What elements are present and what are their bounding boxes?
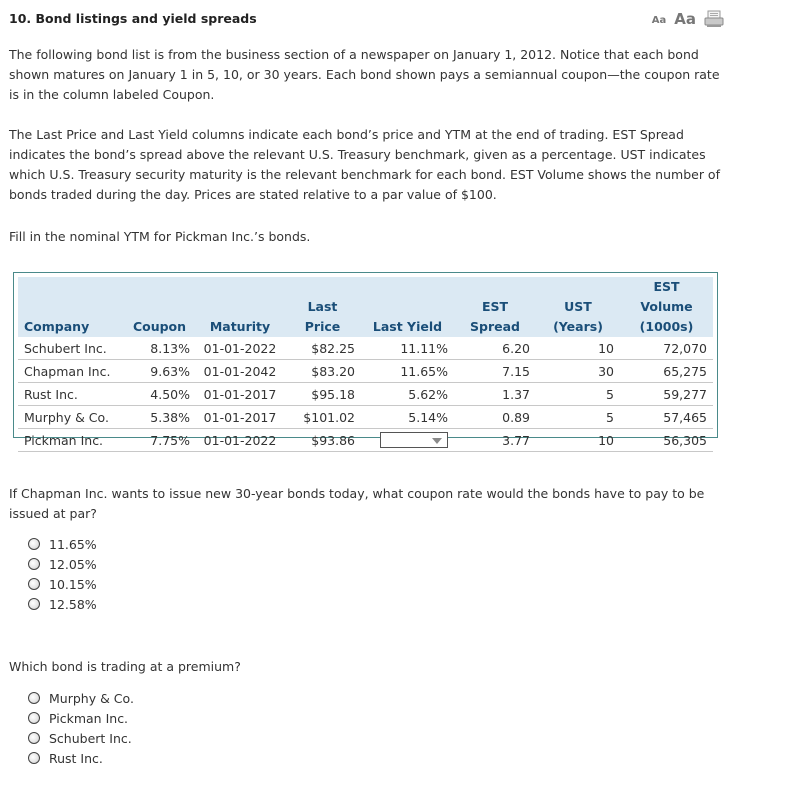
cell-est-spread: 3.77 [454, 429, 536, 452]
radio-button[interactable] [28, 732, 40, 744]
table-row-schubert [18, 337, 713, 360]
radio-label: 12.05% [49, 556, 97, 572]
cell-company: Pickman Inc. [18, 429, 123, 452]
cell-last-price: $93.86 [284, 429, 361, 452]
cell-maturity: 01-01-2042 [196, 360, 284, 383]
radio-button[interactable] [28, 752, 40, 764]
cell-coupon: 5.38% [123, 406, 196, 429]
table-row-rust [18, 383, 713, 406]
columns-paragraph: The Last Price and Last Yield columns indicate each bond’s price and YTM at the end of trading. EST Spread indicates the bond’s spread above the relevant U.S. Treasury benchmark, given as a percentage. UST indicates which U.S. Treasury security maturity is the relevant benchmark for each bond. EST Volume shows the number of bonds traded during the day. Prices are stated relative to a par value of $100. [9, 127, 720, 202]
radio-option[interactable] [28, 594, 97, 614]
col-header-est-volume-line2: (1000s) [639, 319, 694, 334]
cell-last-price: $95.18 [284, 383, 361, 406]
radio-option[interactable] [28, 554, 97, 574]
cell-company: Rust Inc. [18, 383, 123, 406]
par-coupon-options [28, 534, 97, 614]
toolbar [652, 10, 724, 28]
cell-last-price: $101.02 [284, 406, 361, 429]
cell-last-yield: 5.62% [361, 383, 454, 406]
cell-est-spread: 0.89 [454, 406, 536, 429]
table-row-murphy [18, 406, 713, 429]
radio-option[interactable] [28, 708, 134, 728]
question-par-coupon: If Chapman Inc. wants to issue new 30-year bonds today, what coupon rate would the bonds have to pay to be issued at par? [9, 486, 705, 521]
radio-label: Murphy & Co. [49, 690, 134, 706]
col-header-last-price-line2: Price [304, 319, 341, 334]
radio-label: 10.15% [49, 576, 97, 592]
cell-company: Chapman Inc. [18, 360, 123, 383]
decrease-font-button[interactable]: Aa [651, 15, 667, 26]
bond-table-frame [13, 272, 718, 448]
cell-est-volume: 65,275 [620, 360, 713, 383]
col-header-last-price [284, 277, 361, 337]
col-header-est-spread-line1: EST [481, 299, 509, 314]
col-header-ust-line1: UST [564, 299, 592, 314]
cell-est-volume: 56,305 [620, 429, 713, 452]
print-icon[interactable] [704, 10, 724, 28]
cell-est-volume: 59,277 [620, 383, 713, 406]
radio-label: 12.58% [49, 596, 97, 612]
cell-est-spread: 1.37 [454, 383, 536, 406]
cell-company: Murphy & Co. [18, 406, 123, 429]
cell-maturity: 01-01-2017 [196, 383, 284, 406]
radio-button[interactable] [28, 692, 40, 704]
question-premium-bond: Which bond is trading at a premium? [9, 659, 241, 674]
table-row-pickman [18, 429, 713, 452]
last-yield-dropdown[interactable] [380, 432, 448, 448]
radio-label: Rust Inc. [49, 750, 103, 766]
increase-font-button[interactable]: Aa [674, 10, 696, 28]
cell-last-price: $82.25 [284, 337, 361, 360]
cell-est-spread: 7.15 [454, 360, 536, 383]
cell-ust: 10 [536, 337, 620, 360]
intro-paragraph: The following bond list is from the business section of a newspaper on January 1, 2012. Notice that each bond shown matures on January 1 in 5, 10, or 30 years. Each bond shown pays a semiannual coupon—the coupon rate is in the column labeled Coupon. [9, 47, 720, 102]
radio-button[interactable] [28, 538, 40, 550]
col-header-company: Company [24, 319, 90, 334]
col-header-last-price-line1: Last [307, 299, 338, 314]
cell-ust: 5 [536, 406, 620, 429]
radio-option[interactable] [28, 728, 134, 748]
cell-last-yield: 11.11% [361, 337, 454, 360]
col-header-ust-line2: (Years) [553, 319, 603, 334]
radio-button[interactable] [28, 712, 40, 724]
col-header-maturity: Maturity [209, 319, 271, 334]
cell-est-spread: 6.20 [454, 337, 536, 360]
radio-option[interactable] [28, 534, 97, 554]
col-header-est-spread [454, 277, 536, 337]
radio-button[interactable] [28, 598, 40, 610]
col-header-est-volume [620, 277, 713, 337]
cell-last-price: $83.20 [284, 360, 361, 383]
cell-company: Schubert Inc. [18, 337, 123, 360]
instruction-paragraph: Fill in the nominal YTM for Pickman Inc.’s bonds. [9, 229, 311, 244]
cell-coupon: 9.63% [123, 360, 196, 383]
cell-ust: 5 [536, 383, 620, 406]
question-title: 10. Bond listings and yield spreads [9, 11, 257, 26]
cell-maturity: 01-01-2022 [196, 337, 284, 360]
radio-option[interactable] [28, 688, 134, 708]
cell-maturity: 01-01-2022 [196, 429, 284, 452]
cell-coupon: 8.13% [123, 337, 196, 360]
radio-label: Schubert Inc. [49, 730, 132, 746]
cell-ust: 10 [536, 429, 620, 452]
bond-table [18, 277, 713, 452]
premium-bond-options [28, 688, 134, 768]
chevron-down-icon [432, 438, 442, 444]
cell-ust: 30 [536, 360, 620, 383]
col-header-est-volume-line1: EST Volume [640, 279, 693, 314]
radio-button[interactable] [28, 558, 40, 570]
radio-label: Pickman Inc. [49, 710, 129, 726]
col-header-est-spread-line2: Spread [470, 319, 520, 334]
cell-est-volume: 72,070 [620, 337, 713, 360]
cell-coupon: 7.75% [123, 429, 196, 452]
radio-option[interactable] [28, 748, 134, 768]
cell-last-yield: 5.14% [361, 406, 454, 429]
radio-label: 11.65% [49, 536, 97, 552]
cell-coupon: 4.50% [123, 383, 196, 406]
cell-last-yield: 11.65% [361, 360, 454, 383]
col-header-ust [536, 277, 620, 337]
cell-est-volume: 57,465 [620, 406, 713, 429]
col-header-last-yield: Last Yield [372, 319, 443, 334]
table-header-row [18, 277, 713, 337]
cell-last-yield [361, 429, 454, 452]
col-header-coupon: Coupon [132, 319, 187, 334]
radio-option[interactable] [28, 574, 97, 594]
radio-button[interactable] [28, 578, 40, 590]
table-row-chapman [18, 360, 713, 383]
cell-maturity: 01-01-2017 [196, 406, 284, 429]
